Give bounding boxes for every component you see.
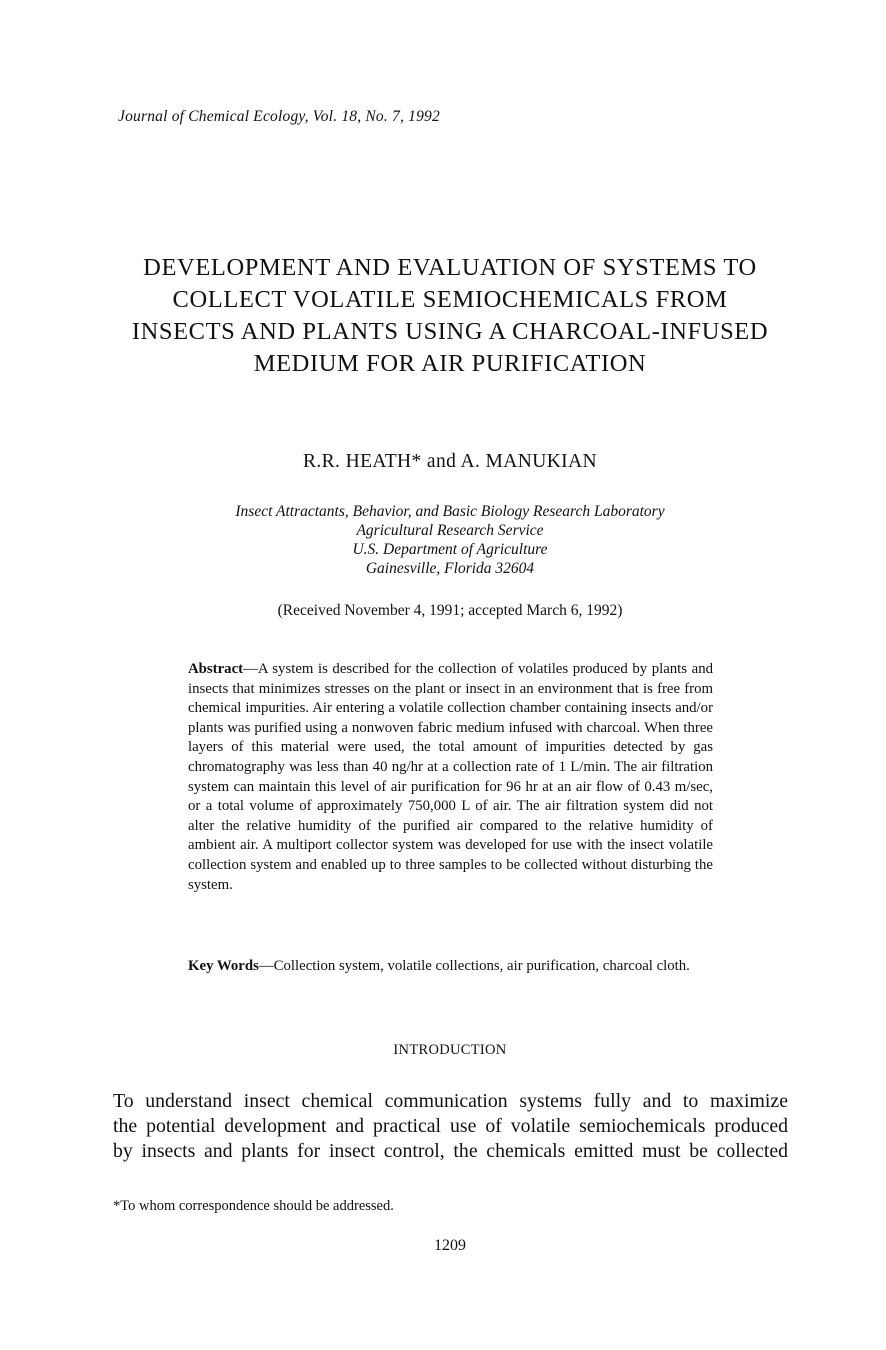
abstract-label: Abstract bbox=[188, 661, 244, 677]
keywords bbox=[188, 957, 713, 977]
page-number: 1209 bbox=[434, 1237, 466, 1254]
affiliation-line: U.S. Department of Agriculture bbox=[352, 541, 548, 558]
affiliation-line: Gainesville, Florida 32604 bbox=[365, 560, 535, 577]
introduction-heading: INTRODUCTION bbox=[393, 1042, 507, 1058]
journal-header: Journal of Chemical Ecology, Vol. 18, No. 7, 1992 bbox=[118, 108, 440, 125]
keywords-label: Key Words bbox=[188, 958, 259, 974]
title-line: MEDIUM FOR AIR PURIFICATION bbox=[253, 350, 647, 377]
title-line: COLLECT VOLATILE SEMIOCHEMICALS FROM bbox=[172, 286, 728, 313]
title-line: INSECTS AND PLANTS USING A CHARCOAL-INFUSED bbox=[131, 318, 769, 345]
paper-title bbox=[100, 252, 800, 380]
text-line: To understand insect chemical communication systems fully and to maximize bbox=[113, 1090, 788, 1112]
text-line: by insects and plants for insect control, the chemicals emitted must be collected bbox=[113, 1140, 788, 1162]
abstract-text: —A system is described for the collection of volatiles produced by plants and insects that minimizes stresses on the plant or insect in an environment that is free from chemical impurities. Air entering a volatile collection chamber containing insects and/or plants was purified using a nonwoven fabric medium infused with charcoal. When three layers of this material were used, the total amount of impurities detected by gas chromatography was less than 40 ng/hr at a collection rate of 1 L/min. The air filtration system can maintain this level of air purification for 96 hr at an air flow of 0.43 m/sec, or a total volume of approximately 750,000 L of air. The air filtration system did not alter the relative humidity of the purified air compared to the relative humidity of ambient air. A multiport collector system was developed for use with the insect volatile collection system and enabled up to three samples to be collected without disturbing the system. bbox=[188, 661, 713, 893]
affiliation-line: Agricultural Research Service bbox=[356, 522, 544, 539]
title-line: DEVELOPMENT AND EVALUATION OF SYSTEMS TO bbox=[143, 254, 757, 281]
keywords-text: —Collection system, volatile collections, air purification, charcoal cloth. bbox=[258, 958, 690, 974]
text-line: the potential development and practical use of volatile semiochemicals produced bbox=[113, 1115, 788, 1137]
affiliation bbox=[0, 502, 886, 578]
abstract bbox=[188, 660, 713, 895]
authors: R.R. HEATH* and A. MANUKIAN bbox=[302, 451, 598, 472]
affiliation-line: Insect Attractants, Behavior, and Basic Biology Research Laboratory bbox=[235, 503, 665, 520]
introduction-text bbox=[113, 1089, 788, 1164]
received-dates: (Received November 4, 1991; accepted March 6, 1992) bbox=[277, 602, 623, 619]
footnote: *To whom correspondence should be addressed. bbox=[113, 1198, 394, 1214]
